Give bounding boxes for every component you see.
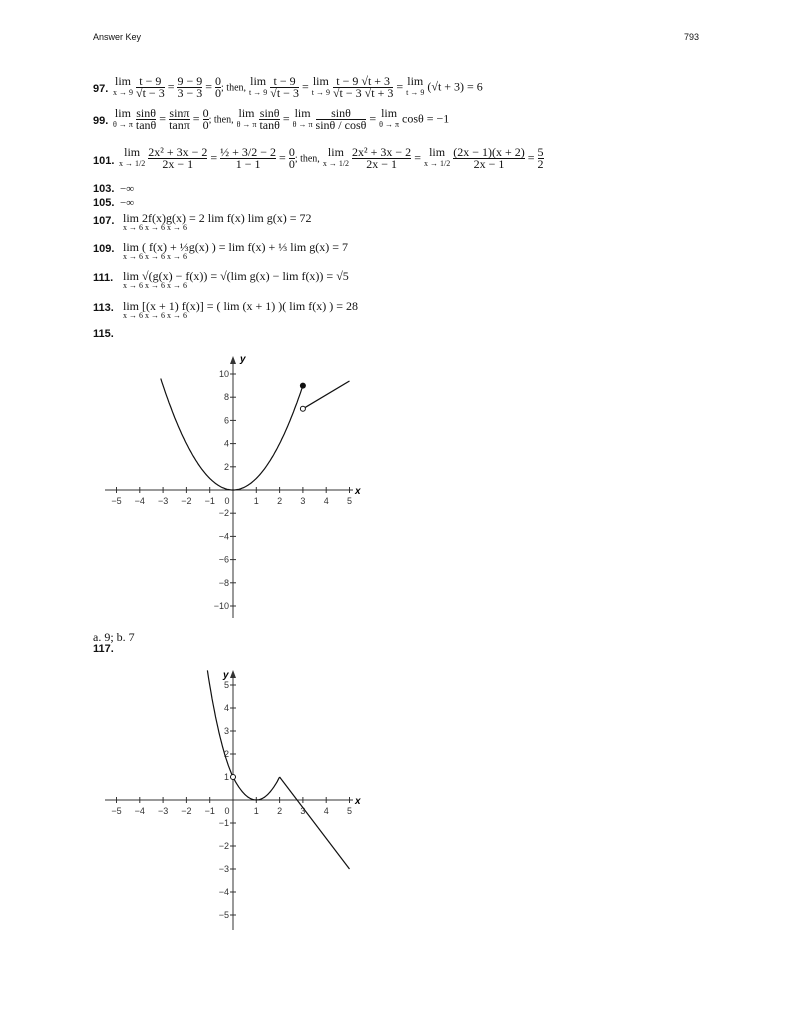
x-tick-label: 5 <box>346 496 353 506</box>
parabola-piece <box>233 777 280 800</box>
axes <box>105 672 353 930</box>
problem-113-math: lim [(x + 1) f(x)] = ( lim (x + 1) )( lim f(x) ) = 28 <box>123 299 359 313</box>
x-tick-label: −5 <box>111 806 122 816</box>
problem-111-subscripts: x → 6 x → 6 x → 6 <box>123 281 187 290</box>
problem-99 <box>93 108 713 130</box>
x-tick-label: 0 <box>224 496 230 506</box>
problem-number: 97. <box>93 83 109 95</box>
y-tick-label: −1 <box>218 818 229 828</box>
y-tick-label: −5 <box>218 910 229 920</box>
problem-number: 113. <box>93 302 114 314</box>
line-segment <box>303 381 350 409</box>
x-tick-label: 3 <box>300 496 306 506</box>
y-tick-label: 4 <box>223 703 229 713</box>
x-axis-label: x <box>355 486 361 497</box>
problem-101 <box>93 147 713 169</box>
y-tick-label: −4 <box>218 531 229 542</box>
problem-number: 105. <box>93 197 115 209</box>
y-tick-label: −10 <box>213 601 229 611</box>
y-axis-label: y <box>223 670 229 681</box>
problem-number: 115. <box>93 328 114 340</box>
line-segment <box>280 777 353 869</box>
x-tick-label: −4 <box>134 496 145 506</box>
problem-117 <box>93 643 713 657</box>
header-title: Answer Key <box>93 32 142 42</box>
y-tick-label: −2 <box>218 508 229 519</box>
graph-115 <box>95 350 375 620</box>
x-tick-label: −3 <box>157 496 169 506</box>
y-tick-label: −2 <box>218 841 229 851</box>
problem-103-answer: −∞ <box>120 183 135 195</box>
x-tick-label: 2 <box>277 496 283 506</box>
axes <box>105 358 353 618</box>
x-tick-label: 3 <box>300 806 306 816</box>
problem-109-math: lim ( f(x) + ⅓g(x) ) = lim f(x) + ⅓ lim g(x) = 7 <box>123 240 349 254</box>
problem-109-subscripts: x → 6 x → 6 x → 6 <box>123 252 187 261</box>
problem-number: 99. <box>93 115 109 127</box>
x-tick-label: −5 <box>111 496 122 506</box>
parabola-curve <box>161 379 303 491</box>
problem-109 <box>93 238 713 260</box>
y-tick-label: 6 <box>223 415 229 426</box>
x-tick-label: −4 <box>134 806 145 816</box>
problem-number: 101. <box>93 155 115 167</box>
y-tick-label: 8 <box>223 392 229 403</box>
x-tick-label: −1 <box>204 496 215 506</box>
y-tick-label: −6 <box>218 554 229 565</box>
open-point <box>231 775 236 780</box>
open-point <box>300 406 305 411</box>
problem-115 <box>93 328 713 342</box>
problem-number: 109. <box>93 243 115 255</box>
problem-number: 117. <box>93 643 114 655</box>
y-axis-arrow <box>230 670 236 678</box>
problem-97 <box>93 76 713 98</box>
problem-103 <box>93 183 713 197</box>
problem-111 <box>93 268 713 290</box>
y-tick-label: 3 <box>223 726 229 736</box>
y-tick-label: 10 <box>218 369 229 379</box>
x-tick-label: −1 <box>204 806 215 816</box>
y-tick-label: 4 <box>223 438 229 449</box>
x-tick-label: 5 <box>346 806 353 816</box>
problem-107 <box>93 211 713 233</box>
answer-115: a. 9; b. 7 <box>93 630 135 644</box>
x-tick-label: −2 <box>181 496 192 506</box>
x-tick-label: 0 <box>224 806 230 816</box>
y-tick-label: 2 <box>223 461 229 472</box>
x-tick-label: 1 <box>253 496 259 506</box>
y-axis-arrow <box>230 356 236 364</box>
y-tick-label: −3 <box>218 864 229 874</box>
x-tick-label: −2 <box>181 806 192 816</box>
graph-117 <box>95 664 375 934</box>
problem-97-math: lim x → 9 $\frac{t - 9}{√t - 3}$ = $\frac{9 - 9}{3 - 3}$ = $\frac{0}{0}$ ; then, lim t → 9 $\frac{t - 9}{√t - 3}$ = lim t → 9 $\frac{t - 9 √t + 3}{√t - 3 √t + 3}$ = lim t → 9 (√t + 3) = 6 <box>113 74 483 100</box>
problem-107-math: lim 2f(x)g(x) = 2 lim f(x) lim g(x) = 72 <box>123 211 312 225</box>
x-tick-label: 4 <box>323 496 329 506</box>
y-tick-label: −4 <box>218 887 229 897</box>
x-tick-label: 2 <box>277 806 283 816</box>
problem-111-math: lim √(g(x) − f(x)) = √(lim g(x) − lim f(x)) = √5 <box>123 269 349 283</box>
x-tick-label: −3 <box>157 806 169 816</box>
left-curve <box>207 670 233 777</box>
problem-105-answer: −∞ <box>120 197 135 209</box>
problem-113 <box>93 298 713 320</box>
y-tick-label: 2 <box>223 749 229 759</box>
x-axis-label: x <box>355 796 361 807</box>
page-number: 793 <box>683 32 699 42</box>
y-axis-label: y <box>240 354 246 365</box>
x-tick-label: 1 <box>253 806 259 816</box>
problem-number: 111. <box>93 272 114 284</box>
problem-number: 103. <box>93 183 115 195</box>
problem-101-math: lim x → 1/2 $\frac{\text{2x² + 3x − 2}}{2x - 1}$ = $\frac{\text{½ + 3/2 − 2}}{1 - 1}$ = $\frac{0}{0}$ ; then, lim x → 1/2 $\frac{\text{2x² + 3x − 2}}{2x - 1}$ = lim x → 1/2 $\frac{(2x - 1)(x + 2)}{2x - 1}$ = $\frac{5}{2}$ <box>119 145 544 171</box>
y-tick-label: −8 <box>218 577 229 588</box>
closed-point <box>300 383 306 389</box>
problem-105 <box>93 197 713 211</box>
y-tick-label: 1 <box>223 772 229 782</box>
x-tick-label: 4 <box>323 806 329 816</box>
problem-113-subscripts: x → 6 x → 6 x → 6 <box>123 311 187 320</box>
y-tick-label: 5 <box>223 680 229 690</box>
problem-107-subscripts: x → 6 x → 6 x → 6 <box>123 223 187 232</box>
problem-number: 107. <box>93 215 115 227</box>
problem-99-math: lim θ → π $\frac{\sin\theta}{\tan\theta}$ = $\frac{\sin\pi}{\tan\pi}$ = $\frac{0}{0}$ ; then, lim θ → π $\frac{\sin\theta}{\tan\theta}$ = lim θ → π $\frac{\sin\theta}{\sin\theta / \cos\theta}$ = lim θ → π cosθ = −1 <box>113 106 450 132</box>
